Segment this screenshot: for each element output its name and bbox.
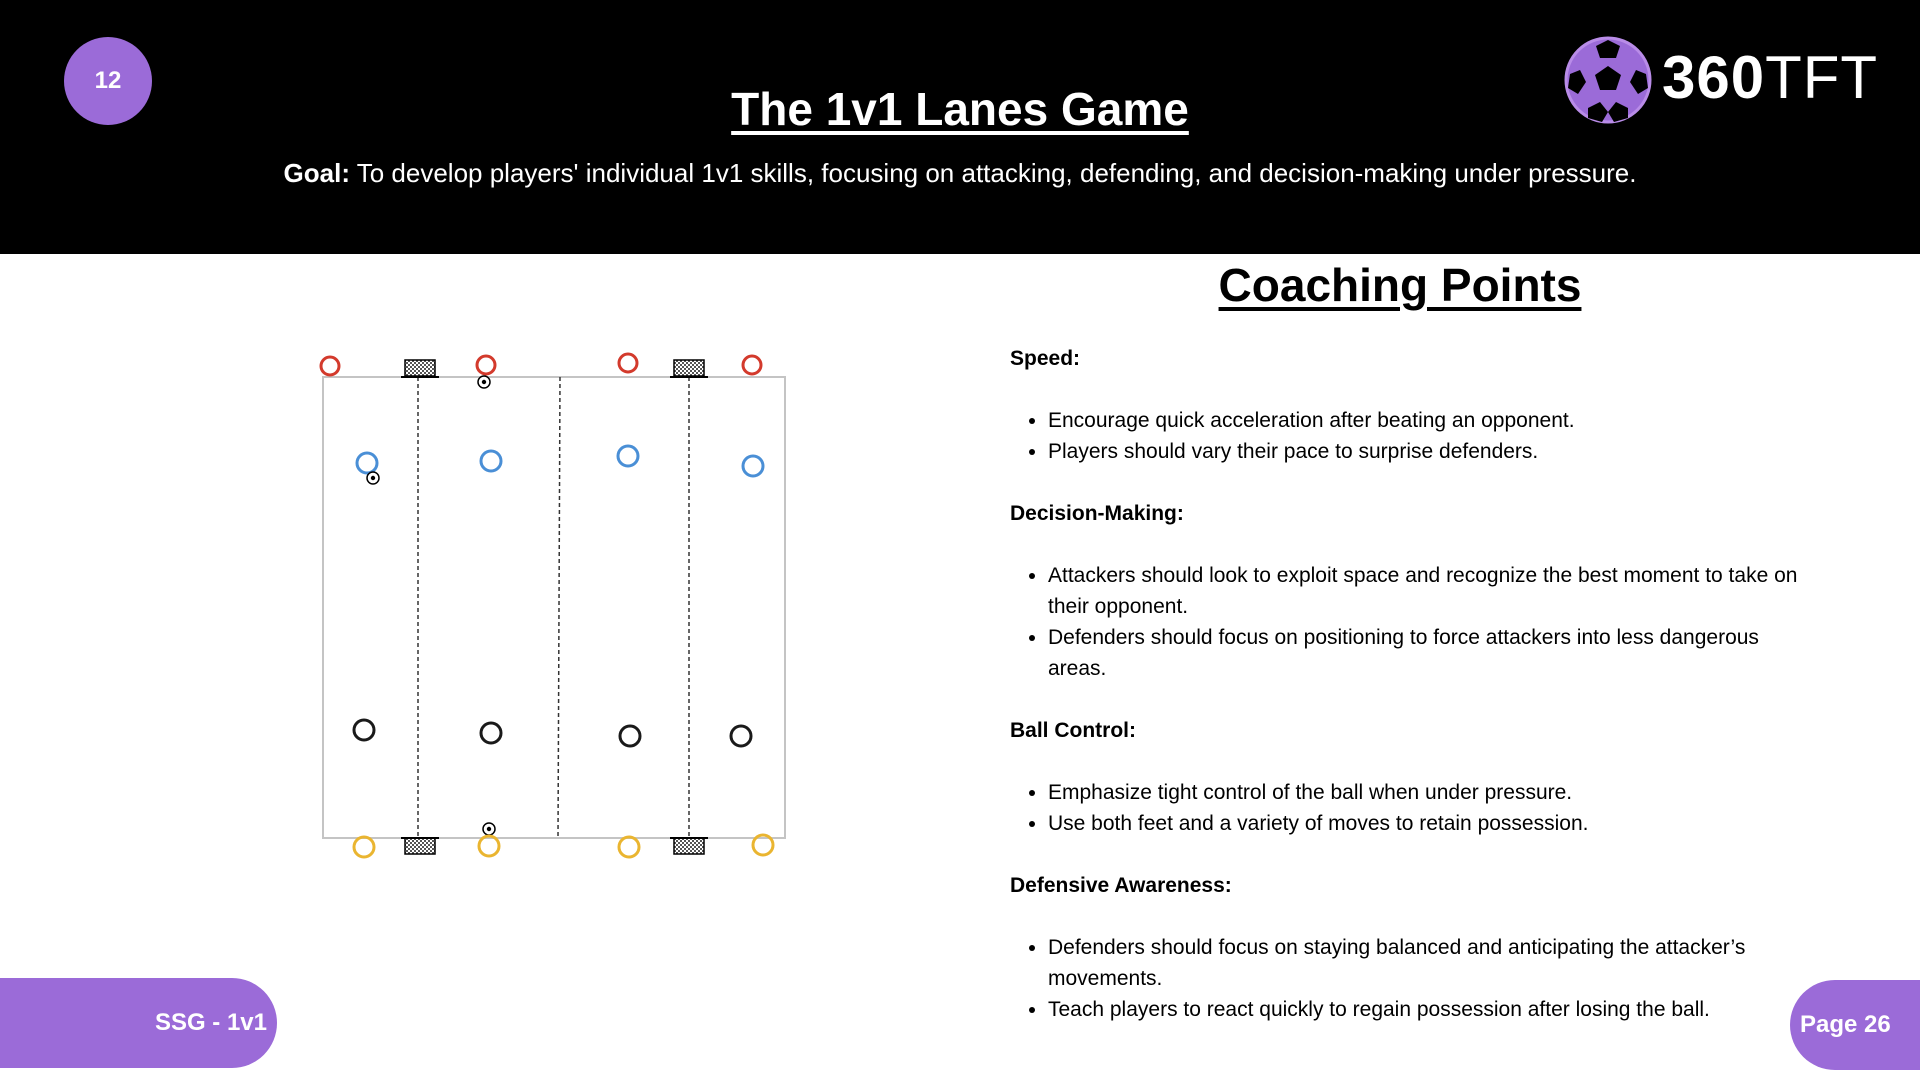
red-cone bbox=[477, 356, 495, 374]
bullet-item: • Use both feet and a variety of moves to retain possession. bbox=[1048, 808, 1810, 839]
black-player bbox=[731, 726, 751, 746]
black-player bbox=[620, 726, 640, 746]
blue-player bbox=[357, 453, 377, 473]
goal-icon bbox=[670, 360, 708, 377]
header-bar bbox=[0, 0, 1920, 254]
soccer-ball-icon bbox=[1564, 36, 1652, 124]
pitch-diagram bbox=[300, 340, 820, 880]
blue-player bbox=[743, 456, 763, 476]
goal-icon bbox=[401, 838, 439, 854]
page-number: Page 26 bbox=[1790, 980, 1920, 1070]
red-cone bbox=[743, 356, 761, 374]
coaching-section-defensive-awareness bbox=[1010, 870, 1810, 1025]
section-heading: Decision-Making: bbox=[1010, 502, 1184, 525]
pitch-boundary bbox=[323, 377, 785, 838]
goal-label: Goal: bbox=[283, 158, 350, 188]
section-heading: Speed: bbox=[1010, 347, 1081, 370]
bullet-item: • Teach players to react quickly to regain possession after losing the ball. bbox=[1048, 994, 1810, 1025]
ball-icon bbox=[478, 376, 490, 388]
black-player bbox=[354, 720, 374, 740]
coaching-section-speed bbox=[1010, 343, 1810, 467]
blue-player bbox=[481, 451, 501, 471]
bullet-item: • Players should vary their pace to surprise defenders. bbox=[1048, 436, 1810, 467]
goal-text: To develop players' individual 1v1 skills, focusing on attacking, defending, and decision-making under pressure. bbox=[349, 158, 1637, 188]
section-heading: Defensive Awareness: bbox=[1010, 874, 1232, 897]
black-player bbox=[481, 723, 501, 743]
coaching-section-decision-making bbox=[1010, 498, 1810, 684]
bullet-item: • Encourage quick acceleration after beating an opponent. bbox=[1048, 405, 1810, 436]
goal-statement bbox=[0, 158, 1920, 189]
logo-wordmark: 360TFT bbox=[1662, 44, 1879, 111]
section-tag: SSG - 1v1 bbox=[0, 978, 277, 1068]
goal-icon bbox=[401, 360, 439, 377]
goal-icon bbox=[670, 838, 708, 854]
bullet-item: • Defenders should focus on staying balanced and anticipating the attacker’s movements. bbox=[1048, 932, 1810, 994]
ball-icon bbox=[483, 823, 495, 835]
page-title: The 1v1 Lanes Game bbox=[731, 83, 1189, 135]
brand-logo bbox=[1560, 36, 1880, 126]
red-cone bbox=[619, 354, 637, 372]
ball-icon bbox=[367, 472, 379, 484]
coaching-points-title: Coaching Points bbox=[1218, 259, 1582, 311]
bullet-item: • Defenders should focus on positioning to force attackers into less dangerous areas. bbox=[1048, 622, 1810, 684]
bullet-item: • Emphasize tight control of the ball when under pressure. bbox=[1048, 777, 1810, 808]
yellow-cone bbox=[354, 837, 374, 857]
blue-player bbox=[618, 446, 638, 466]
yellow-cone bbox=[619, 837, 639, 857]
coaching-points-list bbox=[1010, 343, 1810, 1025]
bullet-item: • Attackers should look to exploit space and recognize the best moment to take on their opponent. bbox=[1048, 560, 1810, 622]
section-heading: Ball Control: bbox=[1010, 719, 1136, 742]
red-cone bbox=[321, 357, 339, 375]
coaching-section-ball-control bbox=[1010, 715, 1810, 839]
center-divider-line bbox=[558, 377, 560, 838]
slide-number-badge: 12 bbox=[64, 37, 152, 125]
